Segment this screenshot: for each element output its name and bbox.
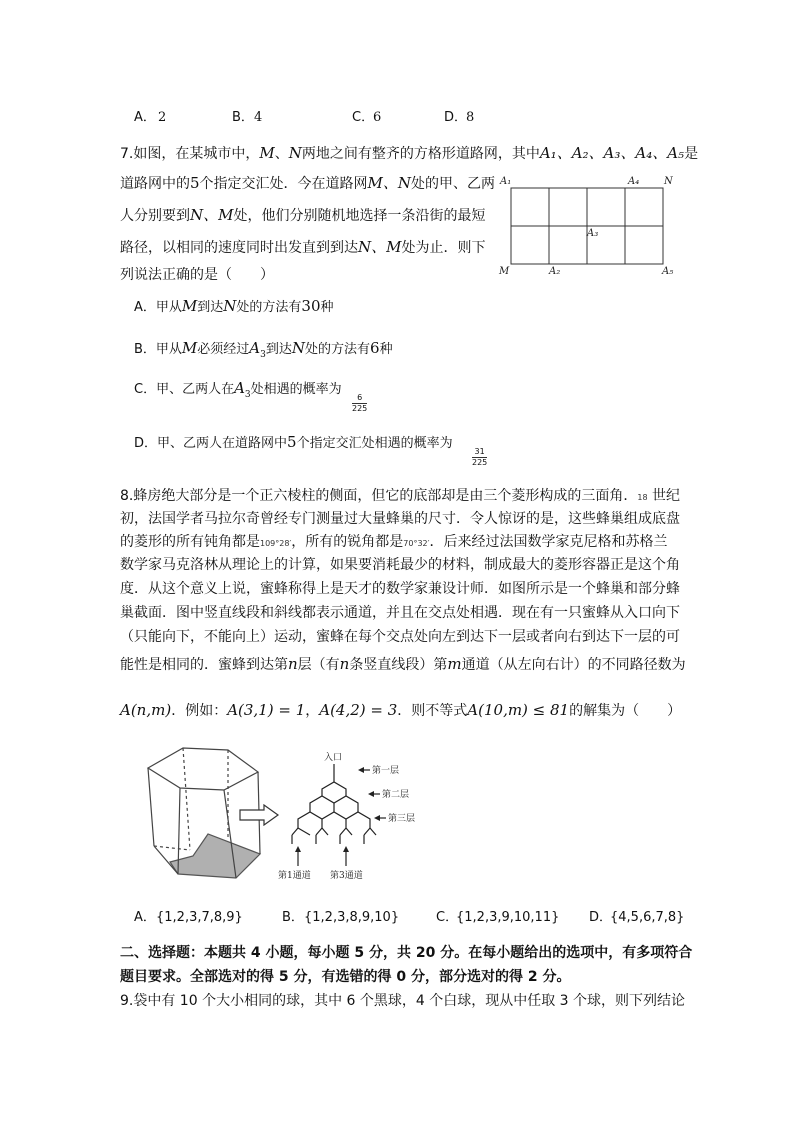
- q7-var-m: M: [181, 339, 198, 357]
- q7-line-1: [120, 142, 698, 163]
- q8-century: 18: [637, 493, 648, 502]
- q7-var-m: M: [259, 144, 275, 162]
- q7-var-n: N: [291, 339, 306, 357]
- q6-option-c-value: 6: [373, 110, 382, 125]
- hidden-edge: [154, 846, 190, 850]
- label-n: N: [664, 176, 673, 187]
- fraction-denominator: 225: [352, 404, 368, 413]
- q8-line-8: [120, 654, 686, 674]
- cell: [340, 828, 352, 835]
- hidden-edge: [183, 748, 190, 850]
- label-m: M: [499, 266, 510, 277]
- q8-acute-angle: 70°32′: [403, 539, 430, 548]
- q8-option-a-label: A．: [134, 910, 156, 925]
- q7-vars: N、M: [190, 206, 234, 224]
- fraction-numerator: 6: [352, 393, 367, 404]
- q7-option-c: [134, 378, 342, 400]
- left-arrow-icon: [368, 791, 374, 797]
- q7-text: 道路网中的: [120, 176, 190, 192]
- channel-1-label: 第1通道: [278, 871, 311, 881]
- q7-vars: M、N: [367, 174, 412, 192]
- q7-opt-text: B．甲从: [134, 342, 182, 357]
- q8-option-a-value: {1,2,3,7,8,9}: [156, 910, 243, 925]
- honeycomb-figure: [276, 748, 456, 888]
- q8-option-c-value: {1,2,3,9,10,11}: [456, 910, 560, 925]
- q7-opt-text: 到达: [265, 342, 292, 357]
- label-a4: A₄: [628, 176, 640, 187]
- q7-opt-value: 6: [370, 339, 380, 357]
- q8-text: 世纪: [647, 488, 680, 504]
- q8-func: A(n,m): [120, 701, 172, 719]
- cell: [322, 782, 346, 796]
- q8-text: ．则不等式: [397, 703, 468, 719]
- q7-text: 处，他们分别随机地选择一条沿街的最短: [233, 208, 486, 224]
- q7-points-list: A₁、A₂、A₃、A₄、A₅: [539, 144, 685, 162]
- cell: [316, 828, 328, 835]
- entrance-label: 入口: [324, 753, 343, 763]
- q7-opt-text: A．甲从: [134, 300, 182, 315]
- prism-edge: [148, 768, 154, 846]
- top-hexagon: [148, 748, 258, 790]
- q7-text: 两地之间有整齐的方格形道路网，其中: [301, 146, 540, 162]
- q7-opt-value: 30: [301, 297, 321, 315]
- q8-option-b-value: {1,2,3,8,9,10}: [304, 910, 400, 925]
- q8-example-1: A(3,1) = 1: [227, 701, 306, 719]
- cell: [298, 812, 370, 828]
- cell: [364, 828, 376, 835]
- q7-option-c-fraction: [352, 393, 367, 414]
- q6-option-a-value: 2: [158, 110, 167, 125]
- q8-line-1: [120, 485, 680, 505]
- q7-vars: N、M: [358, 238, 402, 256]
- q7-option-d-fraction: [472, 447, 487, 468]
- q7-grid-figure: [494, 170, 680, 278]
- label-a5: A₅: [662, 266, 674, 277]
- q6-option-b-label: B．: [232, 110, 254, 125]
- q7-opt-text: D．甲、乙两人在道路网中: [134, 436, 288, 451]
- q6-option-d-label: D．: [444, 110, 468, 125]
- q8-var-m: m: [447, 655, 462, 673]
- q7-var-a: A: [249, 339, 261, 357]
- q7-opt-text: 种: [379, 342, 393, 357]
- q7-text: 7.如图，在某城市中，: [120, 146, 260, 162]
- q7-var-n: N: [223, 297, 237, 315]
- q7-var-a: A: [234, 379, 245, 397]
- q9-line-1: 9.袋中有 10 个大小相同的球，其中 6 个黑球，4 个白球，现从中任取 3 个球，则下列结论: [120, 993, 686, 1009]
- q7-text: 个指定交汇处．今在道路网: [199, 176, 368, 192]
- q7-line-5: 列说法正确的是（ ）: [120, 267, 274, 283]
- q8-line-3: [120, 531, 667, 551]
- q7-num: 5: [190, 174, 200, 192]
- q8-option-d-label: D．: [589, 910, 613, 925]
- q7-opt-text: 种: [320, 300, 334, 315]
- q8-text: ．例如：: [171, 703, 228, 719]
- right-arrow-icon: [238, 804, 280, 826]
- q6-option-c-label: C．: [352, 110, 375, 125]
- q7-option-a: [134, 296, 334, 315]
- q8-text: 条竖直线段）第: [349, 657, 448, 673]
- q7-sep: 、: [274, 146, 289, 162]
- q8-line-9: [120, 700, 681, 720]
- q8-line-4: 数学家马克洛林从理论上的计算，如果要消耗最少的材料，制成最大的菱形容器正是这个角: [120, 557, 680, 573]
- q7-option-b: [134, 338, 393, 360]
- q7-opt-text: 处的方法有: [305, 342, 371, 357]
- q6-option-a-label: A．: [134, 110, 156, 125]
- q7-num: 5: [287, 433, 297, 451]
- section-2-line-1: 二、选择题：本题共 4 小题，每小题 5 分，共 20 分。在每小题给出的选项中，有多项符合: [120, 945, 693, 961]
- q8-var-n: n: [288, 655, 298, 673]
- q8-line-2: 初，法国学者马拉尔奇曾经专门测量过大量蜂巢的尺寸．令人惊讶的是，这些蜂巢组成底盘: [120, 511, 680, 527]
- section-2-line-2: 题目要求。全部选对的得 5 分，有选错的得 0 分，部分选对的得 2 分。: [120, 969, 571, 985]
- q8-text: 的菱形的所有钝角都是: [120, 534, 260, 550]
- bottom-face: [170, 834, 260, 878]
- channel-3-label: 第3通道: [330, 871, 363, 881]
- q7-var-n: N: [288, 144, 302, 162]
- q7-subscript: 3: [260, 350, 266, 360]
- layer-3-label: 第三层: [388, 814, 416, 824]
- q6-option-b-value: 4: [254, 110, 263, 125]
- q7-option-d: [134, 432, 453, 451]
- q8-text: ，: [305, 703, 320, 719]
- up-arrow-icon: [295, 846, 301, 852]
- q7-opt-text: 处的方法有: [236, 300, 302, 315]
- q7-opt-text: 到达: [197, 300, 224, 315]
- label-a2: A₂: [549, 266, 561, 277]
- label-a1: A₁: [500, 176, 512, 187]
- q8-text: 通道（从左向右计）的不同路径数为: [461, 657, 686, 673]
- fraction-denominator: 225: [472, 458, 488, 467]
- q7-line-2: [120, 172, 495, 193]
- q7-text: 处的甲、乙两: [411, 176, 496, 192]
- q7-opt-text: 处相遇的概率为: [250, 382, 342, 397]
- left-arrow-icon: [374, 815, 380, 821]
- q7-text: 人分别要到: [120, 208, 190, 224]
- q8-text: ．后来经过法国数学家克尼格和苏格兰: [429, 534, 668, 550]
- q8-line-7: （只能向下，不能向上）运动，蜜蜂在每个交点处向左到达下一层或者向右到达下一层的可: [120, 629, 680, 645]
- q8-line-5: 度．从这个意义上说，蜜蜂称得上是天才的数学家兼设计师．如图所示是一个蜂巢和部分蜂: [120, 581, 680, 597]
- q8-obtuse-angle: 109°28′: [260, 539, 292, 548]
- q8-text: 能性是相同的．蜜蜂到达第: [120, 657, 288, 673]
- q7-line-3: [120, 204, 485, 225]
- q8-option-d-value: {4,5,6,7,8}: [610, 910, 685, 925]
- up-arrow-icon: [343, 846, 349, 852]
- q8-text: ，所有的锐角都是: [291, 534, 404, 550]
- prism-edge: [154, 846, 178, 874]
- q7-var-m: M: [181, 297, 198, 315]
- q7-text: 是: [684, 146, 699, 162]
- fraction-numerator: 31: [472, 447, 487, 458]
- q7-opt-text: 个指定交汇处相遇的概率为: [296, 436, 453, 451]
- q7-opt-text: C．甲、乙两人在: [134, 382, 235, 397]
- q8-text: 8.蜂房绝大部分是一个正六棱柱的侧面，但它的底部却是由三个菱形构成的三面角．: [120, 488, 638, 504]
- q8-inequality: A(10,m) ≤ 81: [467, 701, 570, 719]
- q8-var-n: n: [339, 655, 350, 673]
- q8-option-c-label: C．: [436, 910, 459, 925]
- left-arrow-icon: [358, 767, 364, 773]
- q8-text: 的解集为（ ）: [569, 703, 682, 719]
- q7-text: 路径，以相同的速度同时出发直到到达: [120, 240, 358, 256]
- q6-option-d-value: 8: [466, 110, 475, 125]
- q8-line-6: 巢截面．图中竖直线段和斜线都表示通道，并且在交点处相遇．现在有一只蜜蜂从入口向下: [120, 605, 680, 621]
- label-a3: A₃: [587, 228, 599, 239]
- layer-1-label: 第一层: [372, 766, 400, 776]
- q8-text: 层（有: [297, 657, 340, 673]
- layer-2-label: 第二层: [382, 790, 410, 800]
- q7-subscript: 3: [244, 390, 251, 400]
- q8-option-b-label: B．: [282, 910, 304, 925]
- cell: [292, 828, 310, 835]
- q8-example-2: A(4,2) = 3: [319, 701, 398, 719]
- q7-line-4: [120, 236, 485, 257]
- q7-opt-text: 必须经过: [197, 342, 250, 357]
- q7-text: 处为止．则下: [401, 240, 486, 256]
